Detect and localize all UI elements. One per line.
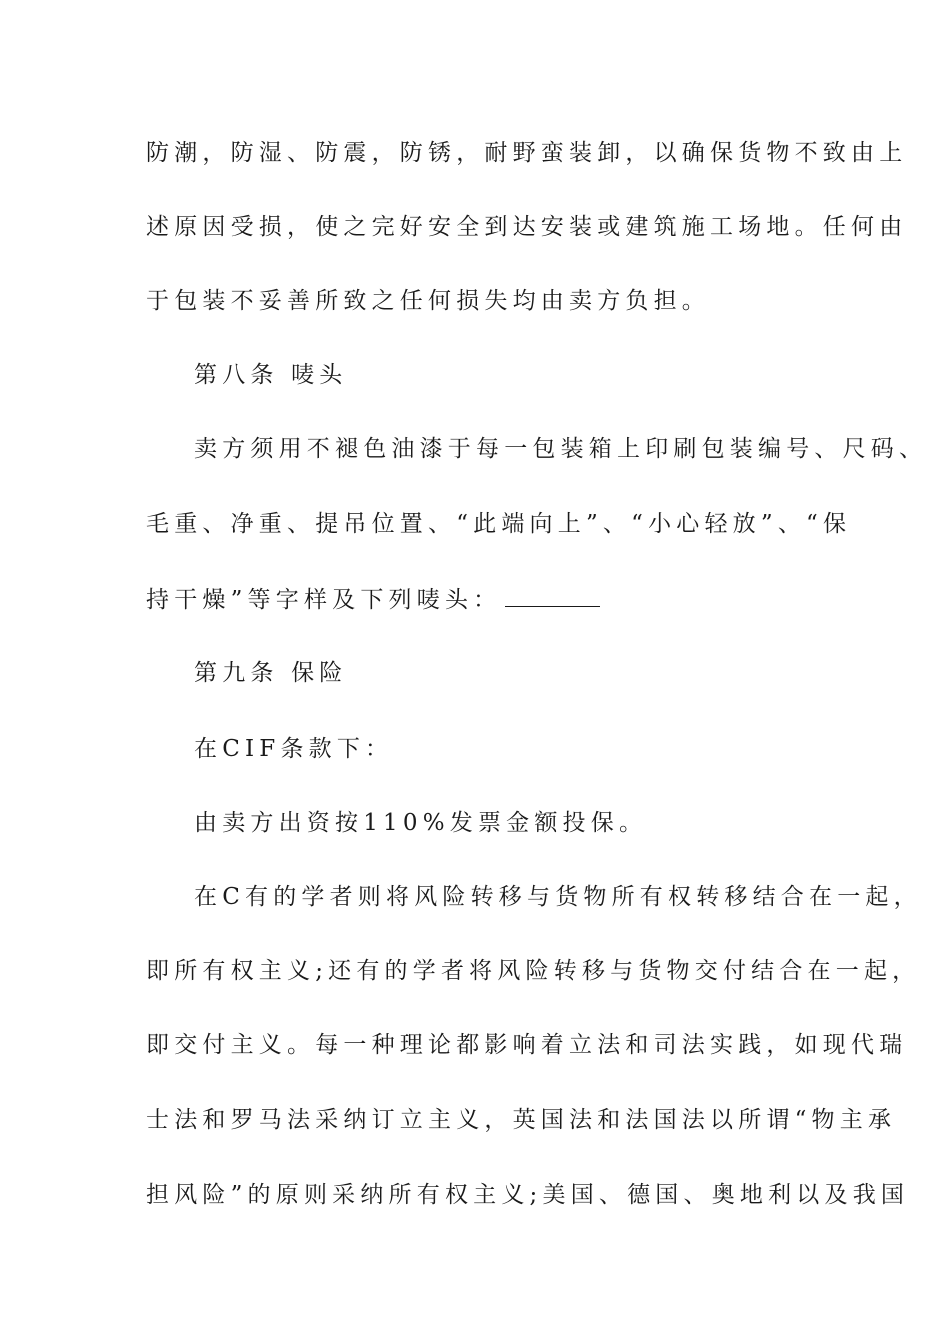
paragraph-text: 持干燥”等字样及下列唛头： [146,587,502,613]
section-heading: 第九条 保险 [194,660,348,686]
paragraph-line: 卖方须用不褪色油漆于每一包装箱上印刷包装编号、尺码、 [194,436,928,462]
paragraph-line: 述原因受损，使之完好安全到达安装或建筑施工场地。任何由 [146,214,908,240]
paragraph-line: 士法和罗马法采纳订立主义，英国法和法国法以所谓“物主承 [146,1107,897,1133]
paragraph-line: 在CIF条款下： [194,736,394,762]
paragraph-line: 担风险”的原则采纳所有权主义;美国、德国、奥地利以及我国 [146,1182,910,1208]
paragraph-line: 毛重、净重、提吊位置、“此端向上”、“小心轻放”、“保 [146,511,852,537]
paragraph-line: 于包装不妥善所致之任何损失均由卖方负担。 [146,288,710,314]
section-heading: 第八条 唛头 [194,362,348,388]
fill-in-blank [505,584,600,607]
paragraph-line: 即所有权主义;还有的学者将风险转移与货物交付结合在一起， [146,958,921,984]
paragraph-line: 即交付主义。每一种理论都影响着立法和司法实践，如现代瑞 [146,1032,908,1058]
paragraph-line-with-blank [146,584,600,615]
paragraph-line: 防潮，防湿、防震，防锈，耐野蛮装卸，以确保货物不致由上 [146,140,908,166]
paragraph-line: 在C有的学者则将风险转移与货物所有权转移结合在一起， [194,884,922,910]
paragraph-line: 由卖方出资按110%发票金额投保。 [194,810,648,836]
